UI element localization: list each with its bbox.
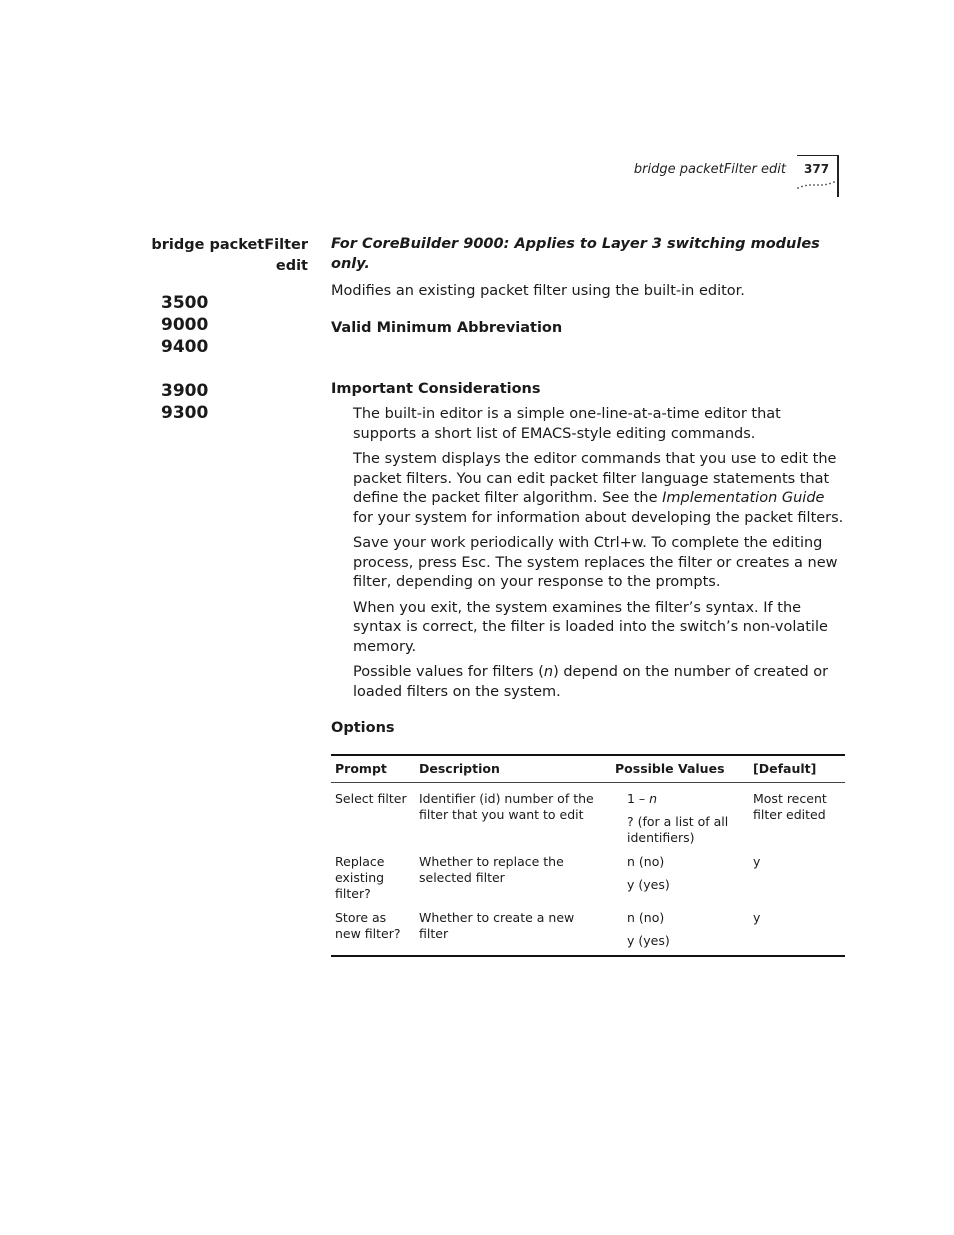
consideration-para-4: When you exit, the system examines the filter’s syntax. If the syntax is correct, the filter is loaded into the switch’s non-volatile memory. (353, 599, 828, 655)
consideration-para-1: The built-in editor is a simple one-line-at-a-time editor that supports a short list of EMACS-style editing commands. (353, 406, 781, 442)
implementation-guide-ref: Implementation Guide (662, 490, 825, 506)
running-header-title: bridge packetFilter edit (633, 162, 786, 177)
value-option: ? (for a list of all identifiers) (627, 814, 729, 845)
cell-prompt: Store as new filter? (335, 910, 401, 941)
command-name-line2: edit (275, 258, 308, 274)
cell-default: y (753, 910, 761, 925)
important-considerations-heading: Important Considerations (331, 381, 541, 397)
platform-3900: 3900 (161, 381, 209, 401)
cell-possible-values (611, 902, 749, 956)
applies-to-note: For CoreBuilder 9000: Applies to Layer 3 switching modules only. (331, 236, 820, 272)
consideration-para-3: Save your work periodically with Ctrl+w. To complete the editing process, press Esc. The system replaces the filter or creates a new filter, depending on your response to the prompts. (353, 535, 838, 590)
table-row (331, 902, 845, 956)
cell-prompt: Replace existing filter? (335, 854, 385, 901)
header-default: [Default] (749, 755, 845, 783)
platform-3500: 3500 (161, 293, 209, 313)
consideration-para-2: The system displays the editor commands that you use to edit the packet filters. You can edit packet filter language statements that define the packet filter algorithm. See the Implementation Guide for your system for information about developing the packet filters. (353, 451, 844, 526)
platform-9400: 9400 (161, 337, 209, 357)
consideration-para-5: Possible values for filters (n) depend on the number of created or loaded filters on the system. (353, 664, 829, 700)
cell-default: y (753, 854, 761, 869)
cell-possible-values (611, 783, 749, 847)
value-option: 1 – n (627, 791, 658, 806)
table-row (331, 783, 845, 847)
value-option: y (yes) (627, 933, 670, 948)
header-prompt: Prompt (331, 755, 415, 783)
platform-9000: 9000 (161, 315, 209, 335)
options-table (331, 754, 845, 957)
main-content (331, 234, 846, 957)
cell-possible-values (611, 846, 749, 902)
platform-9300: 9300 (161, 403, 209, 423)
command-name-line1: bridge packetFilter (151, 237, 308, 253)
table-header-row (331, 755, 845, 783)
options-heading: Options (331, 720, 395, 736)
value-option: n (no) (627, 854, 665, 869)
cell-description: Identifier (id) number of the filter that you want to edit (419, 791, 594, 822)
table-row (331, 846, 845, 902)
command-name (108, 235, 308, 277)
page-number: 377 (804, 162, 830, 176)
cell-default: Most recent filter edited (753, 791, 827, 822)
cell-description: Whether to replace the selected filter (419, 854, 564, 885)
cell-prompt: Select filter (335, 791, 407, 806)
corner-dots-decoration (796, 180, 836, 190)
cell-description: Whether to create a new filter (419, 910, 575, 941)
corner-rule-top (797, 155, 839, 156)
value-option: y (yes) (627, 877, 670, 892)
valid-min-abbrev-heading: Valid Minimum Abbreviation (331, 320, 563, 336)
command-description: Modifies an existing packet filter using the built-in editor. (331, 283, 745, 299)
platform-list (161, 292, 208, 424)
corner-rule-right (837, 155, 839, 197)
value-option: n (no) (627, 910, 665, 925)
header-description: Description (415, 755, 611, 783)
header-possible-values: Possible Values (611, 755, 749, 783)
